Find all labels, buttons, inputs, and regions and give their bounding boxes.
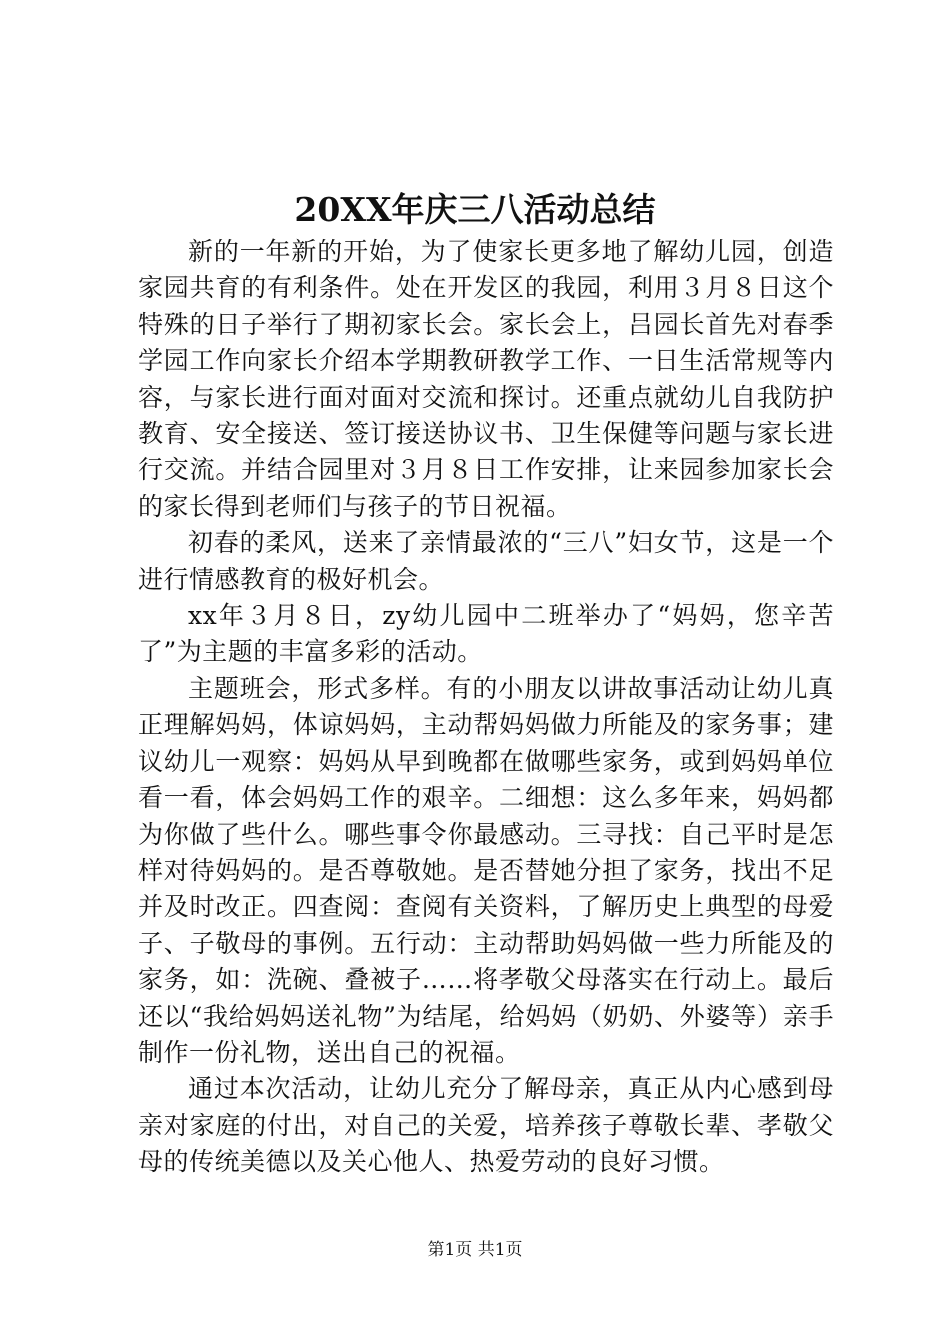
paragraph-womens-day: 初春的柔风，送来了亲情最浓的“三八”妇女节，这是一个进行情感教育的极好机会。	[138, 528, 834, 594]
paragraph-class-meeting: 主题班会，形式多样。有的小朋友以讲故事活动让幼儿真正理解妈妈，体谅妈妈，主动帮妈妈做力所能及的家务事；建议幼儿一观察：妈妈从早到晚都在做哪些家务，或到妈妈单位看一看，体会妈妈工作的艰辛。二细想：这么多年来，妈妈都为你做了些什么。哪些事令你最感动。三寻找：自己平时是怎样对待妈妈的。是否尊敬她。是否替她分担了家务，找出不足并及时改正。四查阅：查阅有关资料，了解历史上典型的母爱子、子敬母的事例。五行动：主动帮助妈妈做一些力所能及的家务，如：洗碗、叠被子……将孝敬父母落实在行动上。最后还以“我给妈妈送礼物”为结尾，给妈妈（奶奶、外婆等）亲手制作一份礼物，送出自己的祝福。	[138, 673, 834, 1067]
page-number: 第1页 共1页	[427, 1240, 523, 1260]
paragraph-conclusion: 通过本次活动，让幼儿充分了解母亲，真正从内心感到母亲对家庭的付出，对自己的关爱，培养孩子尊敬长辈、孝敬父母的传统美德以及关心他人、热爱劳动的良好习惯。	[138, 1074, 834, 1177]
paragraph-intro: 新的一年新的开始，为了使家长更多地了解幼儿园，创造家园共育的有利条件。处在开发区的我园，利用３月８日这个特殊的日子举行了期初家长会。家长会上，吕园长首先对春季学园工作向家长介绍本学期教研教学工作、一日生活常规等内容，与家长进行面对面对交流和探讨。还重点就幼儿自我防护教育、安全接送、签订接送协议书、卫生保健等问题与家长进行交流。并结合园里对３月８日工作安排，让来园参加家长会的家长得到老师们与孩子的节日祝福。	[138, 237, 834, 521]
document-body	[138, 234, 834, 1181]
document-title: 20XX年庆三八活动总结	[294, 190, 656, 229]
paragraph-event: xx年３月８日，zy幼儿园中二班举办了“妈妈，您辛苦了”为主题的丰富多彩的活动。	[138, 601, 834, 667]
